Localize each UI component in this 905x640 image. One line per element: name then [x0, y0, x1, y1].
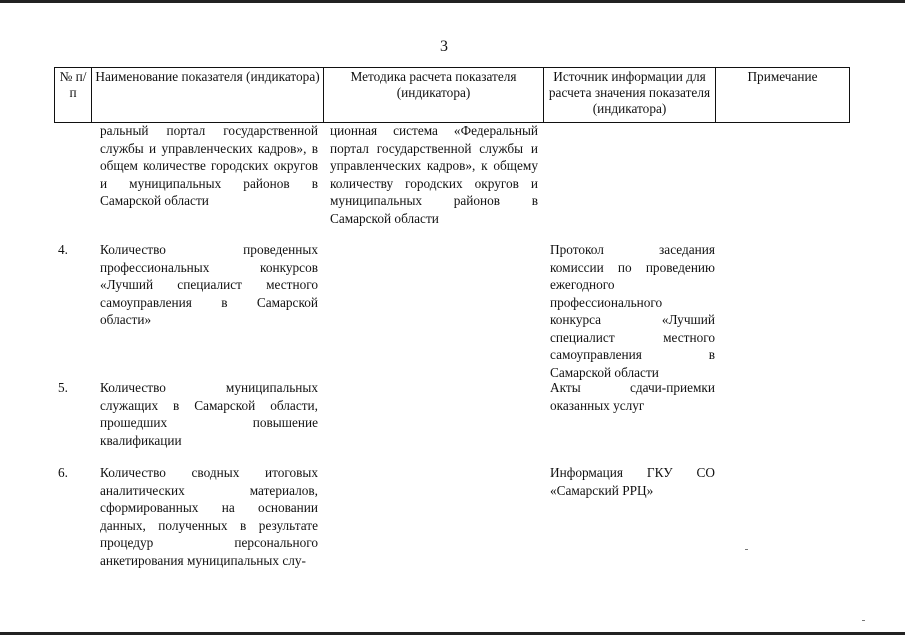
header-num: № п/п [55, 68, 92, 123]
scan-speck [745, 549, 748, 550]
header-source: Источник информации для расчета значения показателя (индикатора) [544, 68, 716, 123]
continuation-method-cell: ционная система «Федеральный портал государственной службы и управленческих кадров», к общему количеству городских округов и муниципальных районов в Самарской области [330, 123, 538, 226]
row-number: 4. [58, 242, 68, 257]
scan-bottom-edge [0, 632, 905, 635]
row-number: 5. [58, 380, 68, 395]
info-source-cell: Протокол заседания комиссии по проведению ежегодного профессионального конкурса «Лучший специалист местного самоуправления в Самарской области [550, 242, 715, 380]
header-note: Примечание [716, 68, 850, 123]
info-source-cell: Информация ГКУ СО «Самарский РРЦ» [550, 465, 715, 498]
continuation-name-cell: ральный портал государственной службы и управленческих кадров», в общем количестве городских округов и муниципальных районов в Самарской области [100, 123, 318, 208]
header-method: Методика расчета показателя (индикатора) [324, 68, 544, 123]
header-name: Наименование показателя (индикатора) [92, 68, 324, 123]
page-number: 3 [440, 38, 448, 55]
indicator-name-cell: Количество сводных итоговых аналитических материалов, сформированных на основании данных, полученных в результате процедур персонального анкетирования муниципальных слу- [100, 465, 318, 568]
indicator-name-cell: Количество муниципальных служащих в Самарской области, прошедших повышение квалификации [100, 380, 318, 448]
indicator-name-cell: Количество проведенных профессиональных конкурсов «Лучший специалист местного самоуправления в Самарской области» [100, 242, 318, 327]
row-number: 6. [58, 465, 68, 480]
scan-top-edge [0, 0, 905, 3]
scan-speck [862, 620, 865, 621]
info-source-cell: Акты сдачи-приемки оказанных услуг [550, 380, 715, 413]
indicator-table-header [54, 67, 850, 123]
